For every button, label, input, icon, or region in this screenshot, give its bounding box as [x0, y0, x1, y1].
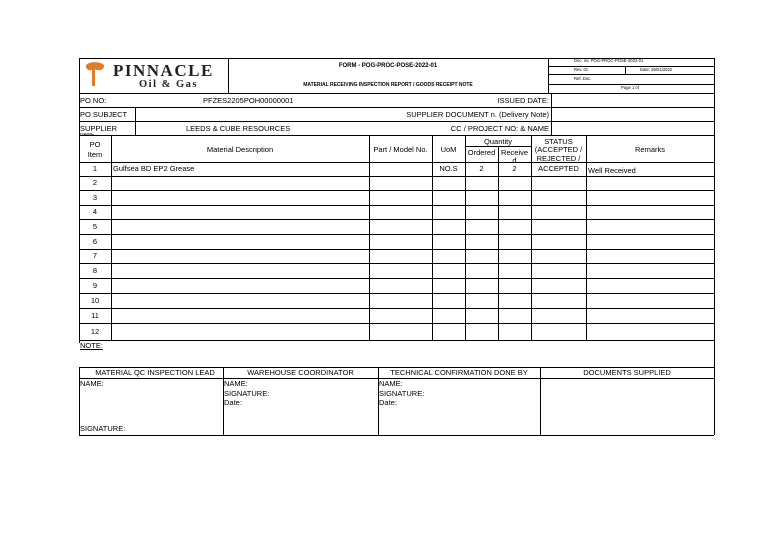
row-1-status: ACCEPTED [538, 164, 579, 173]
col-received-line2: d [512, 157, 517, 162]
row-1-uom: NO.S [439, 164, 458, 173]
supplier-value: LEEDS & CUBE RESOURCES [186, 124, 291, 133]
row-12-item: 12 [90, 327, 100, 336]
cc-project-label: CC / PROJECT NO: & NAME [450, 124, 549, 133]
col-po-item-line2: Item [87, 150, 103, 159]
supplier-label: SUPPLIER [80, 124, 118, 133]
warehouse-coordinator-header: WAREHOUSE COORDINATOR [247, 368, 354, 377]
revision: Rev. 01 [574, 67, 589, 72]
row-1-description: Gulfsea BD EP2 Grease [113, 164, 195, 173]
issued-date-label: ISSUED DATE: [497, 96, 549, 105]
col-remarks: Remarks [634, 145, 665, 154]
technical-signature-label: SIGNATURE: [379, 389, 425, 398]
po-no-label: PO NO: [80, 96, 107, 105]
company-subtitle: Oil & Gas [139, 79, 199, 90]
col-status-line1: STATUS [544, 137, 573, 146]
col-status-line2: (ACCEPTED / [534, 145, 583, 154]
form-title: MATERIAL RECEIVING INSPECTION REPORT / GOODS RECEIPT NOTE [303, 82, 473, 88]
row-1-item: 1 [92, 164, 98, 173]
col-uom: UoM [440, 145, 457, 154]
technical-date-label: Date: [379, 398, 397, 407]
po-no-value: PFZES2205POH00000001 [203, 96, 294, 105]
pinnacle-logo-icon [82, 60, 108, 88]
warehouse-name-label: NAME: [224, 379, 248, 388]
col-ordered: Ordered [467, 148, 496, 157]
col-received-line1: Receive [500, 148, 529, 157]
row-5-item: 5 [92, 222, 98, 231]
qc-name-label: NAME: [80, 379, 104, 388]
row-7-item: 7 [92, 251, 98, 260]
col-po-item-line1: PO [89, 140, 101, 149]
note-label: NOTE: [80, 341, 103, 350]
company-name: PINNACLE [113, 61, 214, 80]
ref-doc: Ref. Doc. [574, 76, 592, 81]
col-status-line3: REJECTED / [536, 154, 581, 163]
doc-number: Doc. no. POG-PROC-POSE-2022-01 [574, 58, 644, 63]
qc-lead-header: MATERIAL QC INSPECTION LEAD [95, 368, 215, 377]
supplier-name-label [80, 133, 94, 135]
warehouse-signature-label: SIGNATURE: [224, 389, 270, 398]
row-9-item: 9 [92, 281, 98, 290]
row-2-item: 2 [92, 178, 98, 187]
page-number: Page 1 of [621, 85, 639, 90]
supplier-doc-label: SUPPLIER DOCUMENT n. (Delivery Note) [406, 110, 549, 119]
po-subject-label: PO SUBJECT [80, 110, 128, 119]
col-description: Material Description [206, 145, 274, 154]
technical-name-label: NAME: [379, 379, 403, 388]
qc-signature-label: SIGNATURE: [80, 424, 126, 433]
revision-date: Date: 26/01/2022 [640, 67, 673, 72]
documents-supplied-header: DOCUMENTS SUPPLIED [583, 368, 671, 377]
row-6-item: 6 [92, 237, 98, 246]
row-10-item: 10 [90, 296, 100, 305]
row-8-item: 8 [92, 266, 98, 275]
row-4-item: 4 [92, 207, 98, 216]
warehouse-date-label: Date: [224, 398, 242, 407]
technical-confirmation-header: TECHNICAL CONFIRMATION DONE BY [390, 368, 528, 377]
row-1-received: 2 [512, 164, 517, 173]
row-1-remarks: Well Received [588, 166, 636, 175]
col-quantity: Quantity [484, 137, 512, 146]
form-code: FORM - POG-PROC-POSE-2022-01 [338, 63, 438, 69]
row-3-item: 3 [92, 193, 98, 202]
row-11-item: 11 [91, 311, 99, 320]
col-part-model: Part / Model No. [373, 145, 428, 154]
row-1-ordered: 2 [479, 164, 484, 173]
